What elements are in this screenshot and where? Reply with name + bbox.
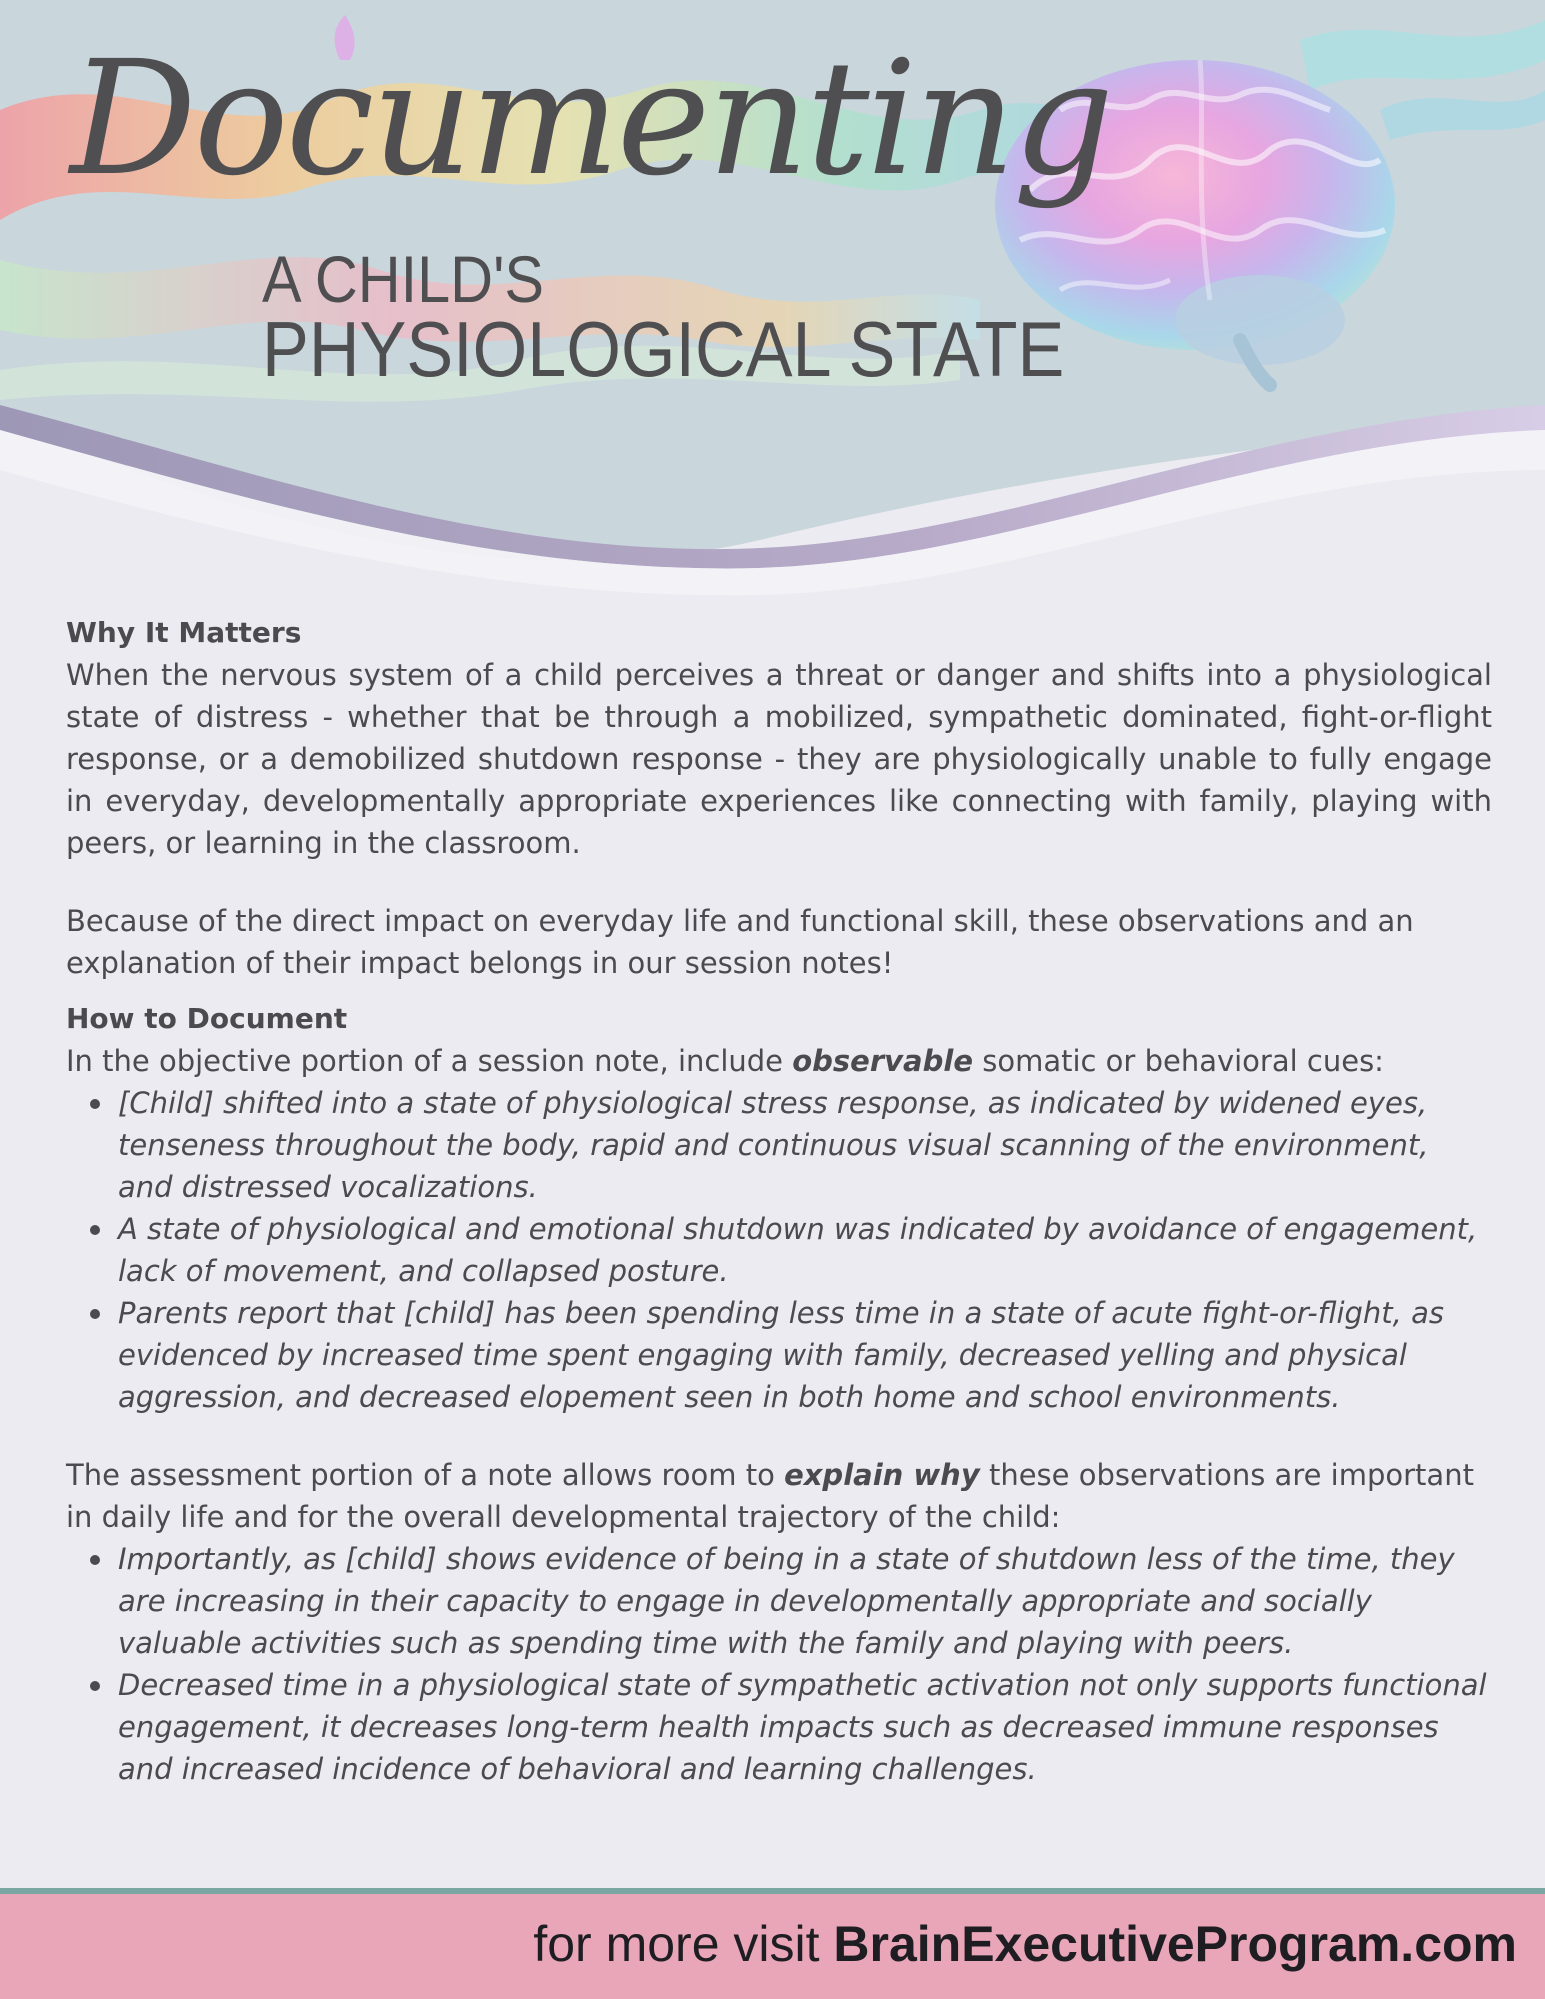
- assessment-intro-text-end: these observations are important in daily life and for the overall developmental trajectory of the child:: [66, 1458, 1474, 1534]
- objective-bullet-list: [66, 1082, 1492, 1418]
- list-item: Decreased time in a physiological state of sympathetic activation not only supports functional engagement, it decreases long-term health impacts such as decreased immune responses and increased incidence of behavioral and learning challenges.: [118, 1664, 1492, 1790]
- list-item: [Child] shifted into a state of physiological stress response, as indicated by widened eyes, tenseness throughout the body, rapid and continuous visual scanning of the environment, and distressed vocalizations.: [118, 1082, 1492, 1208]
- list-item: A state of physiological and emotional shutdown was indicated by avoidance of engagement, lack of movement, and collapsed posture.: [118, 1208, 1492, 1292]
- header-banner: [0, 0, 1545, 600]
- footer-prefix: for more visit: [533, 1916, 834, 1972]
- assessment-intro-text: The assessment portion of a note allows room to: [66, 1458, 785, 1492]
- main-content: [66, 612, 1492, 1790]
- footer-site-link[interactable]: BrainExecutiveProgram.com: [833, 1916, 1517, 1972]
- title-line-2: PHYSIOLOGICAL STATE: [262, 305, 1065, 393]
- objective-intro-text: In the objective portion of a session note, include: [66, 1044, 793, 1078]
- footer-banner: [0, 1894, 1545, 1999]
- assessment-intro: [66, 1454, 1492, 1538]
- assessment-intro-emphasis: explain why: [784, 1458, 980, 1492]
- why-paragraph-2: Because of the direct impact on everyday life and functional skill, these observations and an explanation of their impact belongs in our session notes!: [66, 904, 1414, 980]
- why-paragraph-1: When the nervous system of a child perceives a threat or danger and shifts into a physiological state of distress - whether that be through a mobilized, sympathetic dominated, fight-or-flight response, or a demobilized shutdown response - they are physiologically unable to fully engage in everyday, developmentally appropriate experiences like connecting with family, playing with peers, or learning in the classroom.: [66, 658, 1492, 860]
- section-heading-how: How to Document: [66, 1002, 348, 1035]
- objective-intro: [66, 1040, 1492, 1082]
- list-item: Parents report that [child] has been spending less time in a state of acute fight-or-flight, as evidenced by increased time spent engaging with family, decreased yelling and physical aggression, and decreased elopement seen in both home and school environments.: [118, 1292, 1492, 1418]
- title-line-1: A CHILD'S: [262, 242, 545, 316]
- objective-intro-text-end: somatic or behavioral cues:: [973, 1044, 1384, 1078]
- objective-intro-emphasis: observable: [792, 1044, 973, 1078]
- title-script: Documenting: [70, 27, 1112, 211]
- section-heading-why: Why It Matters: [66, 616, 302, 649]
- list-item: Importantly, as [child] shows evidence of being in a state of shutdown less of the time, they are increasing in their capacity to engage in developmentally appropriate and socially valuable activities such as spending time with the family and playing with peers.: [118, 1538, 1492, 1664]
- assessment-bullet-list: [66, 1538, 1492, 1790]
- footer-text: [533, 1914, 1517, 1974]
